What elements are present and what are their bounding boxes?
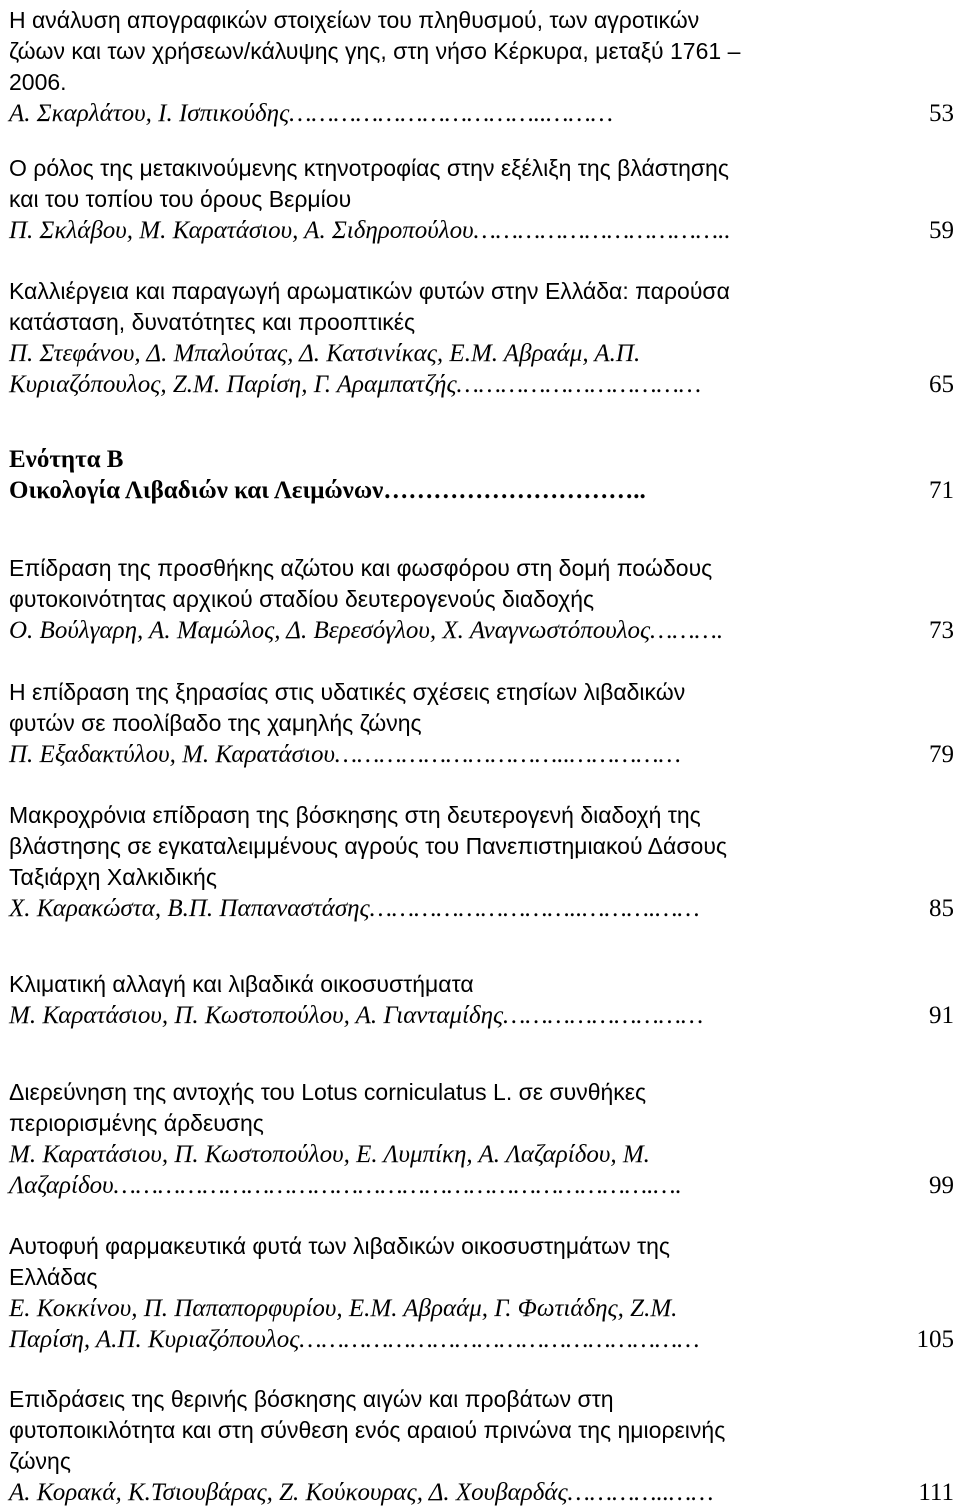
page-number: 59 xyxy=(929,217,954,244)
section-title: Οικολογία Λιβαδιών και Λειμώνων………………………….. xyxy=(9,477,646,504)
entry-title-line: Μακροχρόνια επίδραση της βόσκησης στη δευτερογενή διαδοχή της xyxy=(9,802,701,828)
entry-title-line: βλάστησης σε εγκαταλειμμένους αγρούς του Πανεπιστημιακού Δάσους xyxy=(9,833,727,859)
entry-authors-line: Χ. Καρακώστα, Β.Π. Παπαναστάσης………………………..……….…… xyxy=(9,895,700,922)
entry-title-line: Κλιματική αλλαγή και λιβαδικά οικοσυστήματα xyxy=(9,971,474,997)
entry-authors-line: Κυριαζόπουλος, Ζ.Μ. Παρίση, Γ. Αραμπατζής…………………………… xyxy=(9,371,702,398)
entry-authors-line: Α. Κορακά, Κ.Τσιουβάρας, Ζ. Κούκουρας, Δ. Χουβαρδάς…………..…… xyxy=(9,1479,714,1506)
page-number: 71 xyxy=(929,477,954,504)
section-label: Ενότητα Β xyxy=(9,446,124,473)
entry-title-line: Διερεύνηση της αντοχής του Lotus corniculatus L. σε συνθήκες xyxy=(9,1079,647,1105)
entry-authors-line: Ο. Βούλγαρη, Α. Μαμώλος, Δ. Βερεσόγλου, Χ. Αναγνωστόπουλος………. xyxy=(9,617,724,644)
page-number: 99 xyxy=(929,1172,954,1199)
page-number: 105 xyxy=(916,1326,954,1353)
page-number: 73 xyxy=(929,617,954,644)
toc-entry xyxy=(9,153,959,246)
entry-authors-line: Ε. Κοκκίνου, Π. Παπαπορφυρίου, Ε.Μ. Αβραάμ, Γ. Φωτιάδης, Ζ.Μ. xyxy=(9,1295,678,1322)
entry-title-line: Καλλιέργεια και παραγωγή αρωματικών φυτών στην Ελλάδα: παρούσα xyxy=(9,278,730,304)
toc-entry xyxy=(9,969,959,1031)
toc-entry xyxy=(9,1231,959,1355)
entry-title-line: Αυτοφυή φαρμακευτικά φυτά των λιβαδικών οικοσυστημάτων της xyxy=(9,1233,670,1259)
entry-title-line: Ταξιάρχη Χαλκιδικής xyxy=(9,864,217,890)
entry-title-line: φυτών σε ποολίβαδο της χαμηλής ζώνης xyxy=(9,710,422,736)
entry-authors-line: Π. Σκλάβου, Μ. Καρατάσιου, Α. Σιδηροπούλου…………………………….. xyxy=(9,217,731,244)
entry-title-line: ζώων και των χρήσεων/κάλυψης γης, στη νήσο Κέρκυρα, μεταξύ 1761 – xyxy=(9,38,741,64)
entry-title-line: 2006. xyxy=(9,69,67,95)
entry-title-line: περιορισμένης άρδευσης xyxy=(9,1110,264,1136)
entry-title-line: Επίδραση της προσθήκης αζώτου και φωσφόρου στη δομή ποώδους xyxy=(9,555,713,581)
entry-authors-line: Λαζαρίδου……………………………………………………………….…. xyxy=(9,1172,682,1199)
entry-title-line: και του τοπίου του όρους Βερμίου xyxy=(9,186,352,212)
entry-authors-line: Π. Στεφάνου, Δ. Μπαλούτας, Δ. Κατσινίκας, Ε.Μ. Αβραάμ, Α.Π. xyxy=(9,340,641,367)
toc-entry xyxy=(9,677,959,770)
page-number: 65 xyxy=(929,371,954,398)
entry-authors-line: Π. Εξαδακτύλου, Μ. Καρατάσιου…………………………..…………… xyxy=(9,741,681,768)
entry-title-line: κατάσταση, δυνατότητες και προοπτικές xyxy=(9,309,416,335)
page-number: 79 xyxy=(929,741,954,768)
toc-entry xyxy=(9,1077,959,1201)
entry-title-line: Ο ρόλος της μετακινούμενης κτηνοτροφίας στην εξέλιξη της βλάστησης xyxy=(9,155,729,181)
toc-entry xyxy=(9,553,959,646)
entry-title-line: ζώνης xyxy=(9,1448,71,1474)
page-number: 111 xyxy=(918,1479,954,1506)
toc-entry xyxy=(9,276,959,400)
entry-authors-line: Παρίση, Α.Π. Κυριαζόπουλος……………………………………………… xyxy=(9,1326,700,1353)
toc-entry xyxy=(9,5,959,129)
entry-title-line: Η ανάλυση απογραφικών στοιχείων του πληθυσμού, των αγροτικών xyxy=(9,7,700,33)
entry-authors-line: Μ. Καρατάσιου, Π. Κωστοπούλου, Α. Γιανταμίδης……………………… xyxy=(9,1002,704,1029)
toc-entry xyxy=(9,1384,959,1508)
entry-authors-line: Α. Σκαρλάτου, Ι. Ισπικούδης……………………………..……… xyxy=(9,100,613,127)
entry-authors-line: Μ. Καρατάσιου, Π. Κωστοπούλου, Ε. Λυμπίκη, Α. Λαζαρίδου, Μ. xyxy=(9,1141,650,1168)
page-number: 85 xyxy=(929,895,954,922)
entry-title-line: Η επίδραση της ξηρασίας στις υδατικές σχέσεις ετησίων λιβαδικών xyxy=(9,679,686,705)
entry-title-line: Επιδράσεις της θερινής βόσκησης αιγών και προβάτων στη xyxy=(9,1386,614,1412)
entry-title-line: Ελλάδας xyxy=(9,1264,98,1290)
page-number: 91 xyxy=(929,1002,954,1029)
toc-section-entry xyxy=(9,444,959,506)
entry-title-line: φυτοκοινότητας αρχικού σταδίου δευτερογενούς διαδοχής xyxy=(9,586,595,612)
entry-title-line: φυτοποικιλότητα και στη σύνθεση ενός αραιού πρινώνα της ημιορεινής xyxy=(9,1417,726,1443)
toc-entry xyxy=(9,800,959,924)
page-number: 53 xyxy=(929,100,954,127)
